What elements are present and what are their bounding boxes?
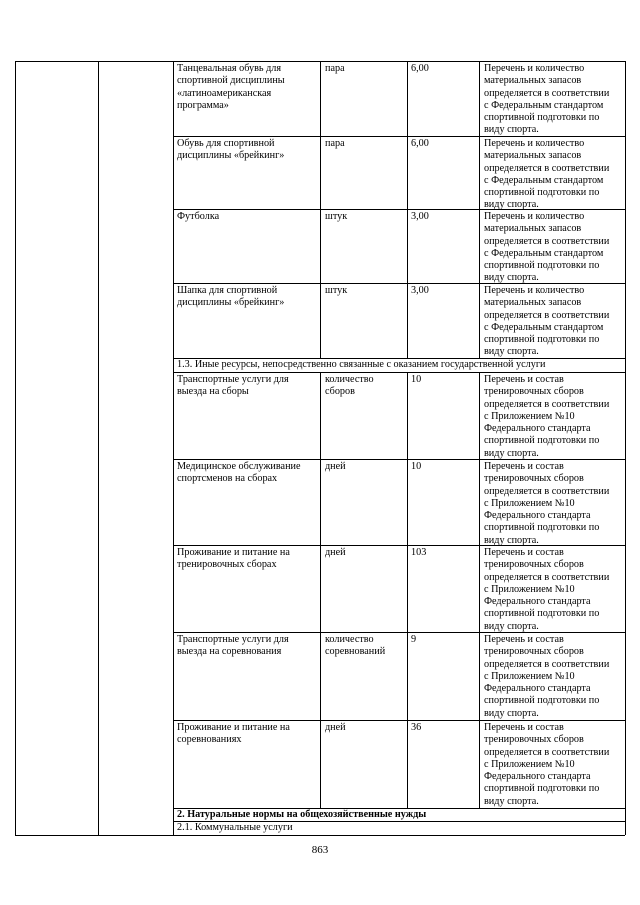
table-cell-qty: 10 (411, 374, 422, 385)
table-cell-name: Проживание и питание на соревнованиях (177, 722, 290, 746)
table-cell-unit: штук (325, 211, 348, 222)
section-heading-1-3: 1.3. Иные ресурсы, непосредственно связанные с оказанием государственной услуги (177, 359, 546, 370)
table-cell-unit: дней (325, 547, 346, 558)
table-row-divider (173, 720, 625, 721)
table-border-top (15, 61, 625, 62)
table-cell-qty: 36 (411, 722, 422, 733)
table-cell-qty: 103 (411, 547, 427, 558)
table-cell-qty: 9 (411, 634, 417, 645)
table-cell-note: Перечень и количество материальных запасов определяется в соответствии с Федеральным стандартом спортивной подготовки по виду спорта. (484, 211, 610, 284)
table-cell-qty: 6,00 (411, 138, 429, 149)
table-cell-unit: количество сборов (325, 374, 374, 398)
table-cell-name: Шапка для спортивной дисциплины «брейкинг» (177, 285, 285, 309)
table-border-bottom (15, 835, 625, 836)
table-cell-note: Перечень и состав тренировочных сборов определяется в соответствии с Приложением №10 Федерального стандарта спортивной подготовки по виду спорта. (484, 374, 610, 459)
table-cell-qty: 3,00 (411, 285, 429, 296)
page-number: 863 (311, 844, 329, 856)
table-border-left (15, 61, 16, 835)
table-cell-qty: 10 (411, 461, 422, 472)
table-cell-name: Проживание и питание на тренировочных сборах (177, 547, 290, 571)
table-cell-unit: пара (325, 138, 345, 149)
table-border-right (625, 61, 626, 835)
table-cell-note: Перечень и состав тренировочных сборов определяется в соответствии с Приложением №10 Федерального стандарта спортивной подготовки по виду спорта. (484, 722, 610, 807)
table-column-divider (98, 61, 99, 835)
table-cell-note: Перечень и количество материальных запасов определяется в соответствии с Федеральным стандартом спортивной подготовки по виду спорта. (484, 138, 610, 211)
table-cell-name: Танцевальная обувь для спортивной дисциплины «латиноамериканская программа» (177, 63, 285, 111)
table-column-divider (320, 372, 321, 808)
table-cell-unit: дней (325, 461, 346, 472)
table-cell-unit: дней (325, 722, 346, 733)
table-cell-note: Перечень и состав тренировочных сборов определяется в соответствии с Приложением №10 Федерального стандарта спортивной подготовки по виду спорта. (484, 634, 610, 719)
table-column-divider (407, 372, 408, 808)
table-cell-note: Перечень и состав тренировочных сборов определяется в соответствии с Приложением №10 Федерального стандарта спортивной подготовки по виду спорта. (484, 461, 610, 546)
table-cell-note: Перечень и количество материальных запасов определяется в соответствии с Федеральным стандартом спортивной подготовки по виду спорта. (484, 285, 610, 358)
table-cell-name: Футболка (177, 211, 220, 222)
table-cell-qty: 6,00 (411, 63, 429, 74)
section-heading-2-1: 2.1. Коммунальные услуги (177, 822, 293, 833)
table-cell-name: Транспортные услуги для выезда на соревнования (177, 634, 289, 658)
table-cell-qty: 3,00 (411, 211, 429, 222)
table-cell-unit: количество соревнований (325, 634, 386, 658)
table-cell-name: Медицинское обслуживание спортсменов на сборах (177, 461, 301, 485)
table-column-divider (173, 61, 174, 835)
table-cell-name: Транспортные услуги для выезда на сборы (177, 374, 289, 398)
table-row-divider (173, 372, 625, 373)
table-cell-unit: штук (325, 285, 348, 296)
table-cell-note: Перечень и состав тренировочных сборов определяется в соответствии с Приложением №10 Федерального стандарта спортивной подготовки по виду спорта. (484, 547, 610, 632)
table-cell-note: Перечень и количество материальных запасов определяется в соответствии с Федеральным стандартом спортивной подготовки по виду спорта. (484, 63, 610, 136)
table-column-divider (479, 372, 480, 808)
section-heading-2: 2. Натуральные нормы на общехозяйственные нужды (177, 809, 427, 820)
table-cell-name: Обувь для спортивной дисциплины «брейкинг» (177, 138, 285, 162)
table-cell-unit: пара (325, 63, 345, 74)
